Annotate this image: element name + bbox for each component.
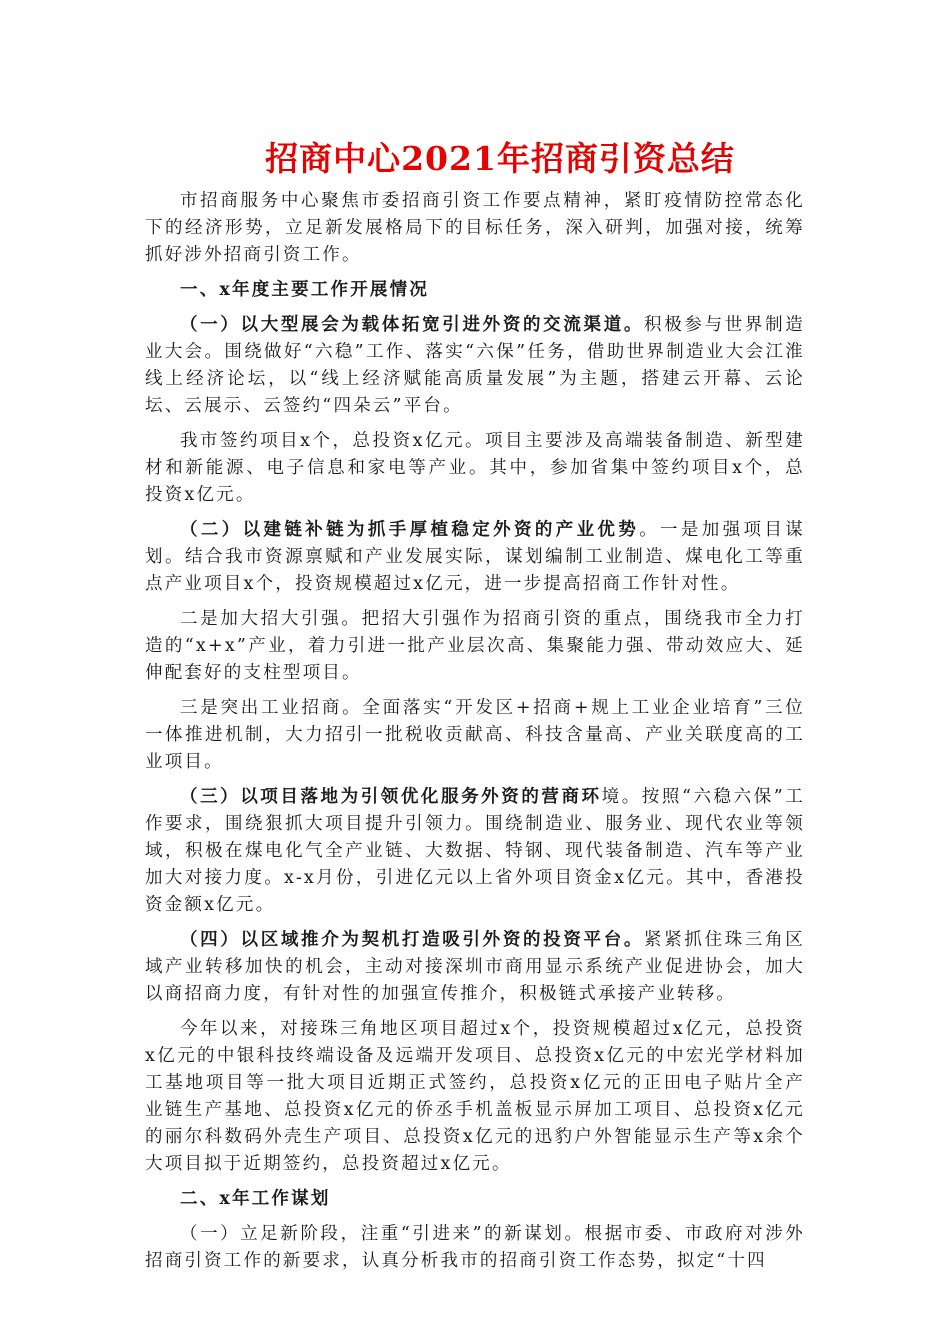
item1-text: 积极参与世界制造业大会。围绕做好“六稳”工作、落实“六保”任务，借助世界制造业大会江淮线上经济论坛，以“线上经济赋能高质量发展”为主题，搭建云开幕、云论坛、云展示、云签约“四朵云”平台。 (145, 315, 805, 416)
intro-paragraph: 市招商服务中心聚焦市委招商引资工作要点精神，紧盯疫情防控常态化下的经济形势，立足新发展格局下的目标任务，深入研判，加强对接，统筹抓好涉外招商引资工作。 (145, 191, 805, 265)
item2-lead: （二）以建链补链为抓手厚植稳定外资的产业优势 (180, 520, 640, 540)
item2-paragraph-2: 二是加大招大引强。把招大引强作为招商引资的重点，围绕我市全力打造的“x+x”产业，着力引进一批产业层次高、集聚能力强、带动效应大、延伸配套好的支柱型项目。 (145, 609, 805, 683)
item1-paragraph-2: 我市签约项目x个，总投资x亿元。项目主要涉及高端装备制造、新型建材和新能源、电子信息和家电等产业。其中，参加省集中签约项目x个，总投资x亿元。 (145, 431, 805, 505)
section2-item1-paragraph: （一）立足新阶段，注重“引进来”的新谋划。根据市委、市政府对涉外招商引资工作的新要求，认真分析我市的招商引资工作态势，拟定“十四 (145, 1224, 805, 1271)
item4-text: 紧紧抓住珠三角区域产业转移加快的机会，主动对接深圳市商用显示系统产业促进协会，加大以商招商力度，有针对性的加强宣传推介，积极链式承接产业转移。 (145, 930, 805, 1004)
item3-lead: （三）以项目落地为引领优化服务外资的营商环 (180, 787, 602, 807)
item1-paragraph (145, 312, 805, 420)
item2-paragraph (145, 517, 805, 598)
item3-paragraph (145, 784, 805, 919)
item2-paragraph-3: 三是突出工业招商。全面落实“开发区+招商+规上工业企业培育”三位一体推进机制，大力招引一批税收贡献高、科技含量高、产业关联度高的工业项目。 (145, 698, 805, 772)
item3-text: 境。按照“六稳六保”工作要求，围绕狠抓大项目提升引领力。围绕制造业、服务业、现代农业等领域，积极在煤电化气全产业链、大数据、特钢、现代装备制造、汽车等产业加大对接力度。x-x月份，引进亿元以上省外项目资金x亿元。其中，香港投资金额x亿元。 (145, 787, 806, 915)
item4-paragraph (145, 927, 805, 1008)
document-body (145, 188, 805, 1283)
item4-lead: （四）以区域推介为契机打造吸引外资的投资平台。 (180, 930, 645, 950)
item4-paragraph-2: 今年以来，对接珠三角地区项目超过x个，投资规模超过x亿元，总投资x亿元的中银科技终端设备及远端开发项目、总投资x亿元的中宏光学材料加工基地项目等一批大项目近期正式签约，总投资x亿元的正田电子贴片全产业链生产基地、总投资x亿元的侨丞手机盖板显示屏加工项目、总投资x亿元的丽尔科数码外壳生产项目、总投资x亿元的迅豹户外智能显示生产等x余个大项目拟于近期签约，总投资超过x亿元。 (145, 1019, 805, 1174)
section-heading-2: 二、x年工作谋划 (180, 1189, 331, 1209)
item2-text: 。一是加强项目谋划。结合我市资源禀赋和产业发展实际，谋划编制工业制造、煤电化工等重点产业项目x个，投资规模超过x亿元，进一步提高招商工作针对性。 (145, 520, 805, 594)
section-heading-1: 一、x年度主要工作开展情况 (180, 280, 430, 300)
item1-lead: （一）以大型展会为载体拓宽引进外资的交流渠道。 (180, 315, 645, 335)
document-title: 招商中心2021年招商引资总结 (265, 139, 735, 178)
